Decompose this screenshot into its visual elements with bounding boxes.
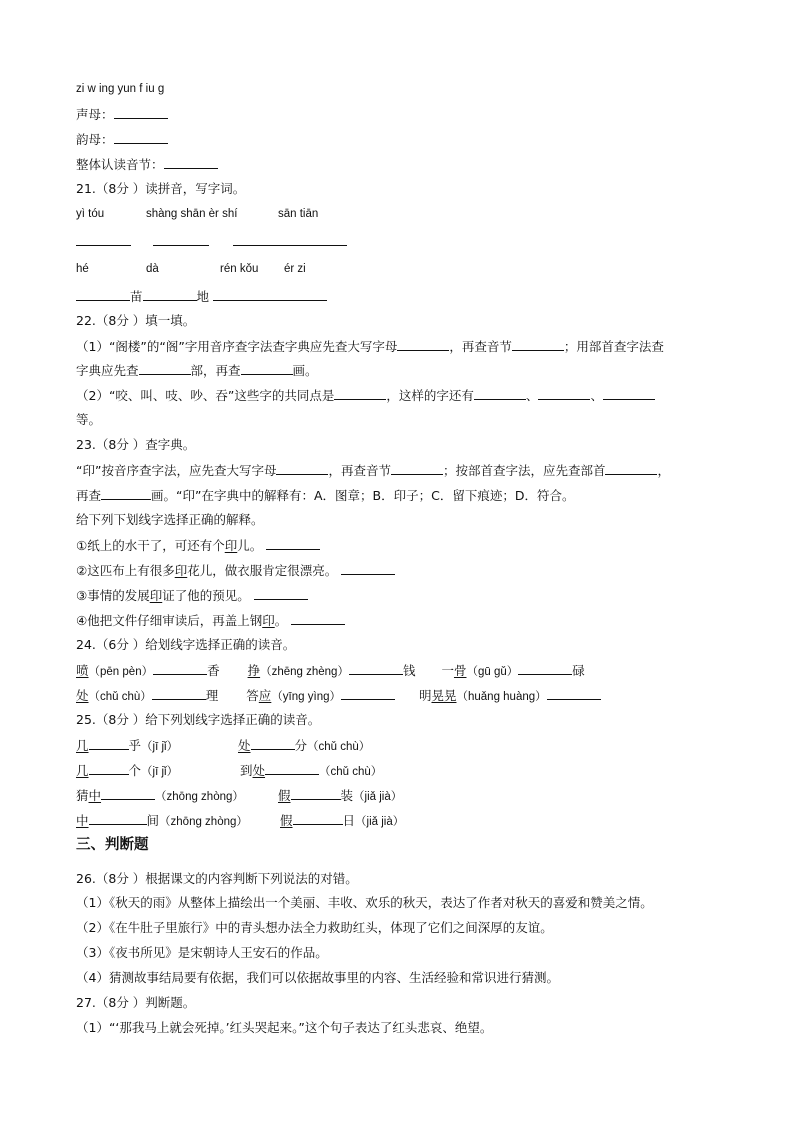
answer-blank[interactable] (547, 686, 601, 700)
q24-item: 处（chǔ chù） 理 (76, 688, 219, 703)
answer-blank[interactable] (270, 287, 327, 301)
question-24-heading: 24.（6分 ）给划线字选择正确的读音。 (76, 637, 296, 652)
q23-sentence-4: ④他把文件仔细审读后，再盖上钢印。 (76, 611, 345, 630)
answer-blank[interactable] (276, 461, 328, 475)
q20-yunmu-row: 韵母： (76, 130, 168, 149)
q22-line-4: 等。 (76, 412, 102, 427)
q23-sentence-3: ③事情的发展印证了他的预见。 (76, 586, 308, 605)
q24-item: 喷（pēn pèn） 香 (76, 663, 220, 678)
q20-shengmu-row: 声母： (76, 105, 168, 124)
answer-blank[interactable] (152, 686, 206, 700)
answer-blank[interactable] (341, 686, 395, 700)
answer-blank[interactable] (101, 486, 151, 500)
answer-blank[interactable] (518, 661, 572, 675)
q26-item-2: （2）《在牛肚子里旅行》中的青头想办法全力救助红头，体现了它们之间深厚的友谊。 (76, 920, 553, 935)
answer-blank[interactable] (233, 232, 290, 246)
q22-line-1: （1）“阁楼”的“阁”字用音序查字法查字典应先查大写字母 ，再查音节 ；用部首查字法查 (76, 339, 664, 354)
answer-blank[interactable] (291, 786, 341, 800)
answer-blank[interactable] (293, 811, 343, 825)
worksheet-page: zi w ing yun f iu g 声母： 韵母： 整体认读音节： 21.（8分 ）读拼音，写字词。 yì tóu shàng shān èr shí sān tiān hé dà rén kǒu ér zi 苗 地 22.（8分 ）填一填。 （1）“阁楼”的“阁”字用音序查字法查字典应先查大写字母 ，再查音节 ；用部首查字法查 字典应先查 部，再查 画。 （2）“咬、叫、吱、吵、吞”这些字的共同点是 ，这样的字还有 、 、 等。 23.（8分 ）查字典。 “印”按音序查字法，应先查大写字母 ，再查音节 ；按部首查字法，应先查部首 ， 再查 画。“印”在字典中的解释有：A．图章；B．印子；C．留下痕迹；D．符合。 给下列下划线字选择正确的解释。 ①纸上的水干了，可还有个印儿。 ②这匹布上有很多印花儿，做衣服肯定很漂亮。 ③事情的发展印证了他的预见。 ④他把文件仔细审读后，再盖上钢印。 24.（6分 ）给划线字选择正确的读音。 喷（pēn pèn） 香 挣（zhēng zhèng） 钱 一骨（gū gǔ） 碌 处（chǔ chù） 理 答应（yīng yìng） 明晃晃（huǎng huàng） 25.（8分 ）给下列划线字选择正确的读音。 几 乎（jī jǐ） 处 分（chǔ chù） 几 个（jī jǐ） 到处 （chǔ chù） 猜中 （zhōng zhòng） 假 装（jiǎ jià） 中 间（zhōng zhòng） 假 日（jiǎ jià） 三、判断题 26.（8分 ）根据课文的内容判断下列说法的对错。 （1）《秋天的雨》从整体上描绘出一个美丽、丰收、欢乐的秋天，表达了作者对秋天的喜爱和赞美之情。 （2）《在牛肚子里旅行》中的青头想办法全力救助红头，体现了它们之间深厚的友谊。 （3）《夜书所见》是宋朝诗人王安石的作品。 （4）猜测故事结局要有依据，我们可以依据故事里的内容、生活经验和常识进行猜测。 27.（8分 ）判断题。 （1）“‘那我马上就会死掉。’红头哭起来。”这个句子表达了红头悲哀、绝望。 (0, 0, 794, 1123)
question-26-heading: 26.（8分 ）根据课文的内容判断下列说法的对错。 (76, 871, 358, 886)
answer-blank[interactable] (605, 461, 657, 475)
answer-blank[interactable] (290, 232, 347, 246)
answer-blank[interactable] (89, 761, 129, 775)
q22-line-3: （2）“咬、叫、吱、吵、吞”这些字的共同点是 ，这样的字还有 、 、 (76, 386, 655, 405)
answer-blank[interactable] (397, 337, 449, 351)
q24-item: 答应（yīng yìng） (246, 688, 395, 703)
q23-sentence-1: ①纸上的水干了，可还有个印儿。 (76, 536, 320, 555)
question-22-heading: 22.（8分 ）填一填。 (76, 313, 196, 328)
answer-blank[interactable] (153, 232, 209, 246)
answer-blank[interactable] (114, 130, 168, 144)
answer-blank[interactable] (254, 586, 308, 600)
answer-blank[interactable] (265, 761, 319, 775)
answer-blank[interactable] (76, 287, 130, 301)
answer-blank[interactable] (76, 232, 131, 246)
q24-row-1 (76, 661, 585, 681)
answer-blank[interactable] (603, 386, 655, 400)
answer-blank[interactable] (291, 611, 345, 625)
q26-item-4: （4）猜测故事结局要有依据，我们可以依据故事里的内容、生活经验和常识进行猜测。 (76, 970, 559, 985)
q24-row-2 (76, 686, 601, 706)
pinyin-letters: zi w ing yun f iu g (76, 83, 165, 95)
question-25-heading: 25.（8分 ）给下列划线字选择正确的读音。 (76, 712, 321, 727)
q20-zhengti-row: 整体认读音节： (76, 155, 218, 174)
q26-item-1: （1）《秋天的雨》从整体上描绘出一个美丽、丰收、欢乐的秋天，表达了作者对秋天的喜爱和赞美之情。 (76, 895, 653, 910)
q27-item-1: （1）“‘那我马上就会死掉。’红头哭起来。”这个句子表达了红头悲哀、绝望。 (76, 1020, 493, 1035)
q26-item-3: （3）《夜书所见》是宋朝诗人王安石的作品。 (76, 945, 328, 960)
q23-line-3: 给下列下划线字选择正确的解释。 (76, 512, 264, 527)
answer-blank[interactable] (391, 461, 443, 475)
answer-blank[interactable] (341, 561, 395, 575)
q22-line-2: 字典应先查 部，再查 画。 (76, 363, 318, 378)
section-heading: 三、判断题 (76, 837, 149, 853)
q24-item: 挣（zhēng zhèng） 钱 (247, 663, 416, 678)
answer-blank[interactable] (143, 287, 197, 301)
answer-blank[interactable] (114, 105, 168, 119)
answer-blank[interactable] (474, 386, 526, 400)
answer-blank[interactable] (349, 661, 403, 675)
question-27-heading: 27.（8分 ）判断题。 (76, 995, 196, 1010)
question-23-heading: 23.（8分 ）查字典。 (76, 437, 196, 452)
q21-answer-row-2: 苗 地 (76, 287, 327, 306)
answer-blank[interactable] (153, 661, 207, 675)
q23-line-1: “印”按音序查字法，应先查大写字母 ，再查音节 ；按部首查字法，应先查部首 ， (76, 463, 670, 478)
answer-blank[interactable] (139, 361, 191, 375)
q24-item: 一骨（gū gǔ） 碌 (441, 663, 585, 678)
answer-blank[interactable] (89, 736, 129, 750)
q24-item: 明晃晃（huǎng huàng） (419, 688, 601, 703)
q21-answer-row-1 (76, 232, 347, 251)
answer-blank[interactable] (241, 361, 293, 375)
q23-line-2: 再查 画。“印”在字典中的解释有：A．图章；B．印子；C．留下痕迹；D．符合。 (76, 488, 575, 503)
answer-blank[interactable] (89, 811, 147, 825)
answer-blank[interactable] (512, 337, 564, 351)
answer-blank[interactable] (101, 786, 155, 800)
answer-blank[interactable] (334, 386, 386, 400)
answer-blank[interactable] (164, 155, 218, 169)
answer-blank[interactable] (266, 536, 320, 550)
q23-sentence-2: ②这匹布上有很多印花儿，做衣服肯定很漂亮。 (76, 561, 395, 580)
answer-blank[interactable] (213, 287, 270, 301)
answer-blank[interactable] (251, 736, 295, 750)
question-21-heading: 21.（8分 ）读拼音，写字词。 (76, 181, 246, 196)
answer-blank[interactable] (538, 386, 590, 400)
